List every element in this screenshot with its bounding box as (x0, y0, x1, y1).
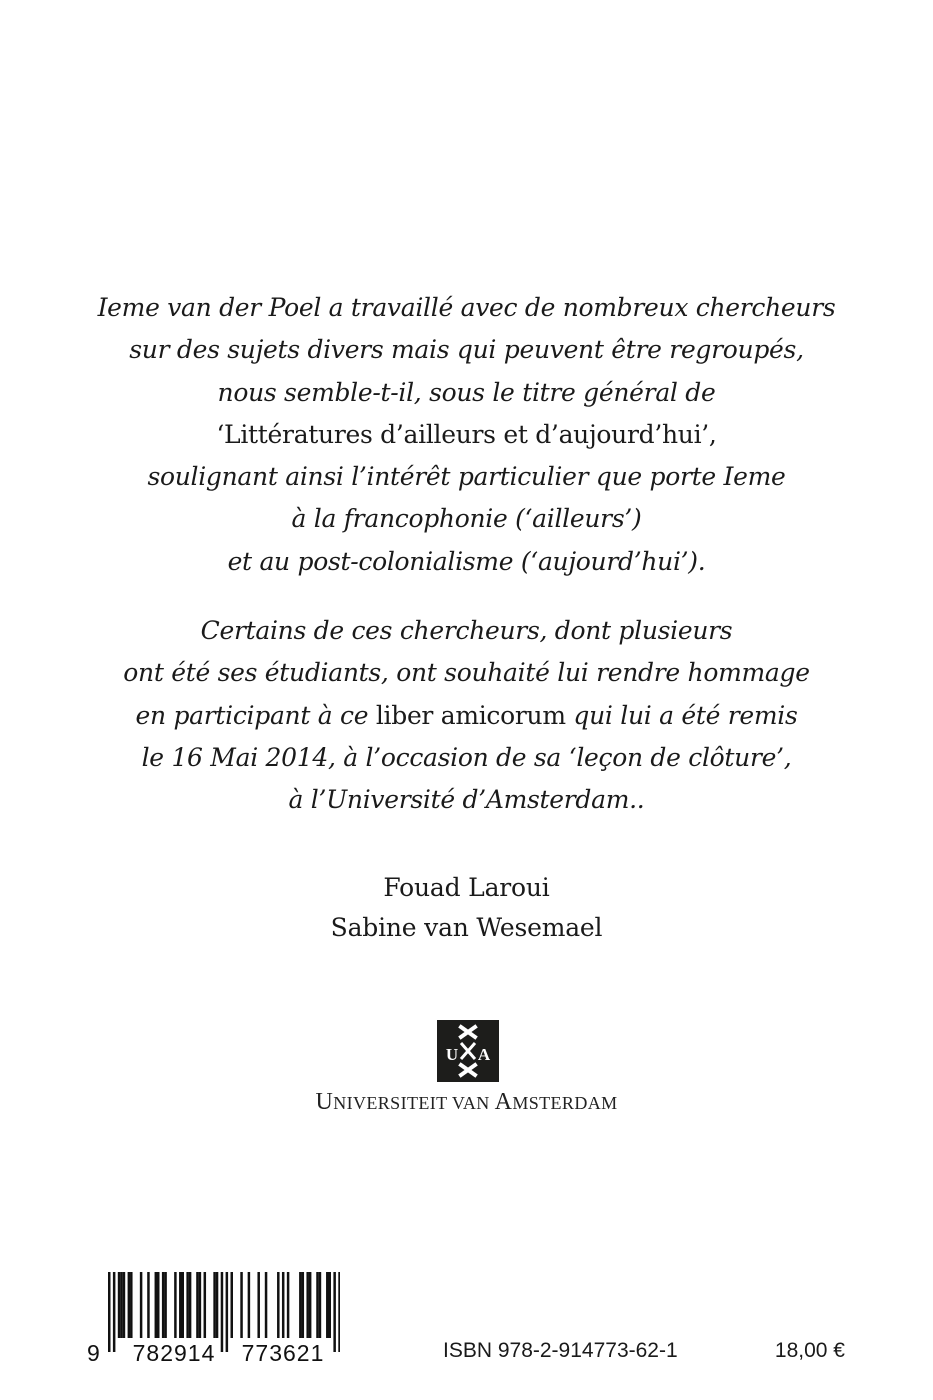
barcode-bar (265, 1272, 268, 1338)
blurb-line: Certains de ces chercheurs, dont plusieurs (200, 616, 733, 645)
blurb-line: ont été ses étudiants, ont souhaité lui rendre hommage (123, 658, 810, 688)
blurb-line-title: ‘Littératures d’ailleurs et d’aujourd’hui’, (216, 419, 717, 449)
blurb-line: soulignant ainsi l’intérêt particulier que porte Ieme (147, 462, 786, 492)
barcode-bar (333, 1272, 336, 1352)
editor-name: Fouad Laroui (383, 873, 550, 902)
barcode-bar (179, 1272, 182, 1338)
crest-letter-u: U (445, 1045, 459, 1064)
barcode-bar (147, 1272, 150, 1338)
barcode-bar (174, 1272, 177, 1338)
liber-amicorum-term: liber amicorum (375, 700, 566, 730)
barcode-bar (240, 1272, 243, 1338)
crest-letter-a: A (477, 1045, 491, 1064)
blurb-line (0, 695, 933, 737)
blurb-line: à l’Université d’Amsterdam.. (288, 785, 645, 815)
barcode-bar (319, 1272, 322, 1338)
barcode-bar (309, 1272, 312, 1338)
barcode-digits-left: 782914 (132, 1340, 216, 1364)
barcode-bar (196, 1272, 199, 1338)
blurb-line: à la francophonie (‘ailleurs’) (291, 504, 642, 534)
barcode-bar (204, 1272, 207, 1338)
blurb-line: nous semble-t-il, sous le titre général de (217, 377, 716, 407)
barcode-bar (120, 1272, 123, 1338)
blurb-line: le 16 Mai 2014, à l’occasion de sa ‘leçon de clôture’, (141, 742, 792, 772)
barcode-bar (140, 1272, 143, 1338)
barcode-bar (186, 1272, 189, 1338)
barcode-bar (326, 1272, 329, 1338)
blurb-line: et au post-colonialisme (‘aujourd’hui’). (227, 546, 706, 576)
blurb-paragraph-2 (0, 610, 933, 821)
barcode-bar (299, 1272, 302, 1338)
barcode-digits-right: 773621 (241, 1340, 325, 1364)
barcode-bar (189, 1272, 192, 1338)
crest-graphic (437, 1020, 499, 1082)
blurb-line: Ieme van der Poel a travaillé avec de nombreux chercheurs (97, 293, 836, 322)
barcode-bar (118, 1272, 121, 1338)
university-name-cap: U (315, 1089, 334, 1115)
barcode-bar (226, 1272, 229, 1352)
isbn-barcode (86, 1272, 340, 1364)
blurb-line-part: en participant à ce (135, 700, 376, 730)
barcode-bar (329, 1272, 332, 1338)
barcode-bar (257, 1272, 260, 1338)
university-name-cap: A (494, 1089, 513, 1115)
barcode-bar (155, 1272, 158, 1338)
barcode-bar (277, 1272, 280, 1338)
barcode-bar (338, 1272, 340, 1352)
barcode-bar (164, 1272, 167, 1338)
barcode-bar (157, 1272, 160, 1338)
barcode-bar (128, 1272, 131, 1338)
university-name-rest: NIVERSITEIT VAN (333, 1093, 495, 1113)
blurb-paragraph-1 (0, 287, 933, 583)
barcode-bar (282, 1272, 285, 1338)
barcode-bar (316, 1272, 319, 1338)
barcode-bar (216, 1272, 219, 1338)
price: 18,00 € (774, 1339, 845, 1362)
isbn-number: ISBN 978-2-914773-62-1 (443, 1339, 678, 1362)
university-logo (303, 1018, 630, 1118)
barcode-bar (287, 1272, 290, 1338)
barcode-bar (113, 1272, 116, 1352)
barcode-bar (199, 1272, 202, 1338)
barcode-bar (302, 1272, 305, 1338)
blurb-line: sur des sujets divers mais qui peuvent être regroupés, (129, 335, 804, 365)
barcode-bar (248, 1272, 251, 1338)
barcode-bar (108, 1272, 111, 1352)
editor-name: Sabine van Wesemael (330, 913, 603, 942)
barcode-digit-prefix: 9 (87, 1340, 100, 1364)
barcode-bar (213, 1272, 216, 1338)
barcode-bar (306, 1272, 309, 1338)
barcode-bar (221, 1272, 224, 1352)
barcode-bar (231, 1272, 234, 1338)
barcode-bar (162, 1272, 165, 1338)
editors (0, 868, 933, 948)
barcode-bar (182, 1272, 185, 1338)
university-name-rest: MSTERDAM (512, 1093, 618, 1113)
university-crest-icon (437, 1020, 499, 1082)
barcode-bar (123, 1272, 126, 1338)
barcode-bar (130, 1272, 133, 1338)
university-name (303, 1089, 630, 1116)
blurb-line-part: qui lui a été remis (565, 700, 798, 730)
